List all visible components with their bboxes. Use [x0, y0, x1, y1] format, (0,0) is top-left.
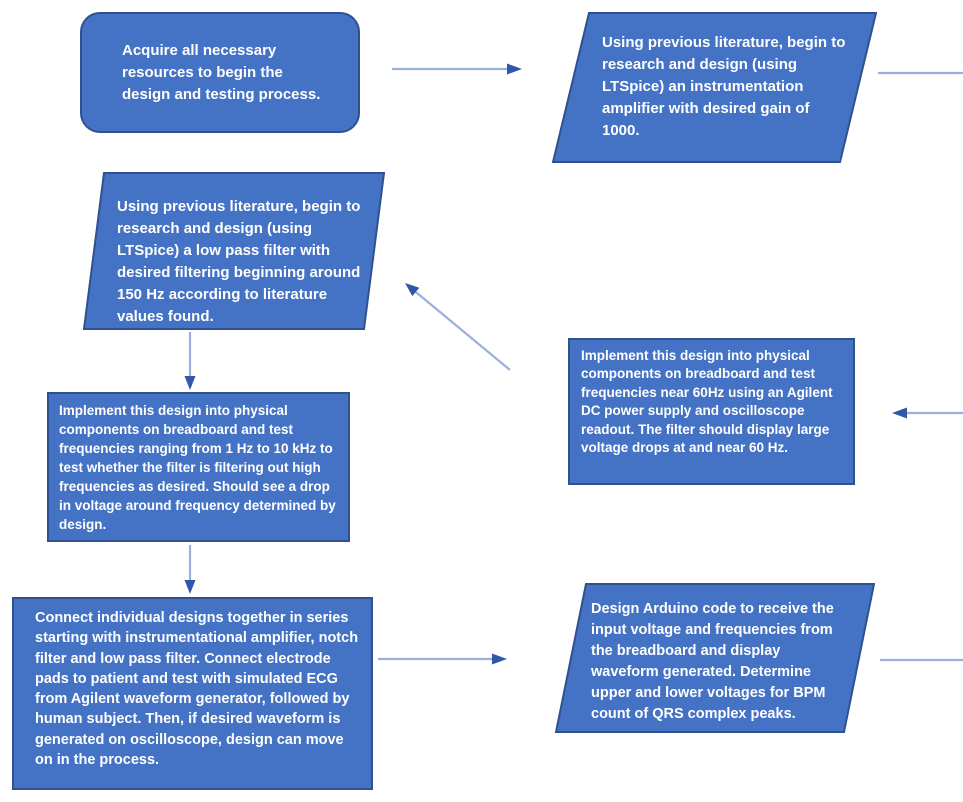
arrow-acquire-to-amplifier-icon	[392, 64, 522, 75]
node-connect-designs-in-series	[12, 597, 373, 790]
node-implement-low-pass-test	[47, 392, 350, 542]
node-text: Connect individual designs together in series starting with instrumentational amplifier, notch filter and low pass filter. Connect electrode pads to patient and test with simulated ECG from Agilent waveform generator, followed by human subject. Then, if desired waveform is generated on oscilloscope, design can move on in the process.	[35, 610, 359, 769]
arrow-low-pass-design-to-test-icon	[185, 332, 196, 390]
node-text: Acquire all necessary resources to begin the design and testing process.	[122, 42, 321, 103]
node-implement-60hz-filter-test	[568, 338, 855, 485]
node-design-arduino-code	[555, 583, 875, 733]
node-text: Implement this design into physical components on breadboard and test frequencies near 60Hz using an Agilent DC power supply and oscilloscope readout. The filter should display large voltage drops at and near 60 Hz.	[581, 348, 833, 456]
node-design-instrumentation-amplifier	[552, 12, 877, 163]
arrow-low-pass-test-to-connect-icon	[185, 545, 196, 594]
arrow-into-60hz-test-icon	[892, 408, 963, 419]
arrow-connect-to-arduino-icon	[378, 654, 507, 665]
node-design-low-pass-filter	[83, 172, 385, 330]
node-text: Using previous literature, begin to research and design (using LTSpice) a low pass filter with desired filtering beginning around 150 Hz according to literature values found.	[117, 198, 361, 325]
node-acquire-resources	[80, 12, 360, 133]
node-text: Design Arduino code to receive the input voltage and frequencies from the breadboard and display waveform generated. Determine upper and lower voltages for BPM count of QRS complex peaks.	[591, 601, 834, 722]
node-text: Implement this design into physical components on breadboard and test frequencies ranging from 1 Hz to 10 kHz to test whether the filter is filtering out high frequencies as desired. Should see a drop in voltage around frequency determined by design.	[59, 403, 336, 532]
arrow-60hz-to-low-pass-design-icon	[405, 283, 510, 370]
node-text: Using previous literature, begin to research and design (using LTSpice) an instrumentation amplifier with desired gain of 1000.	[602, 34, 846, 139]
